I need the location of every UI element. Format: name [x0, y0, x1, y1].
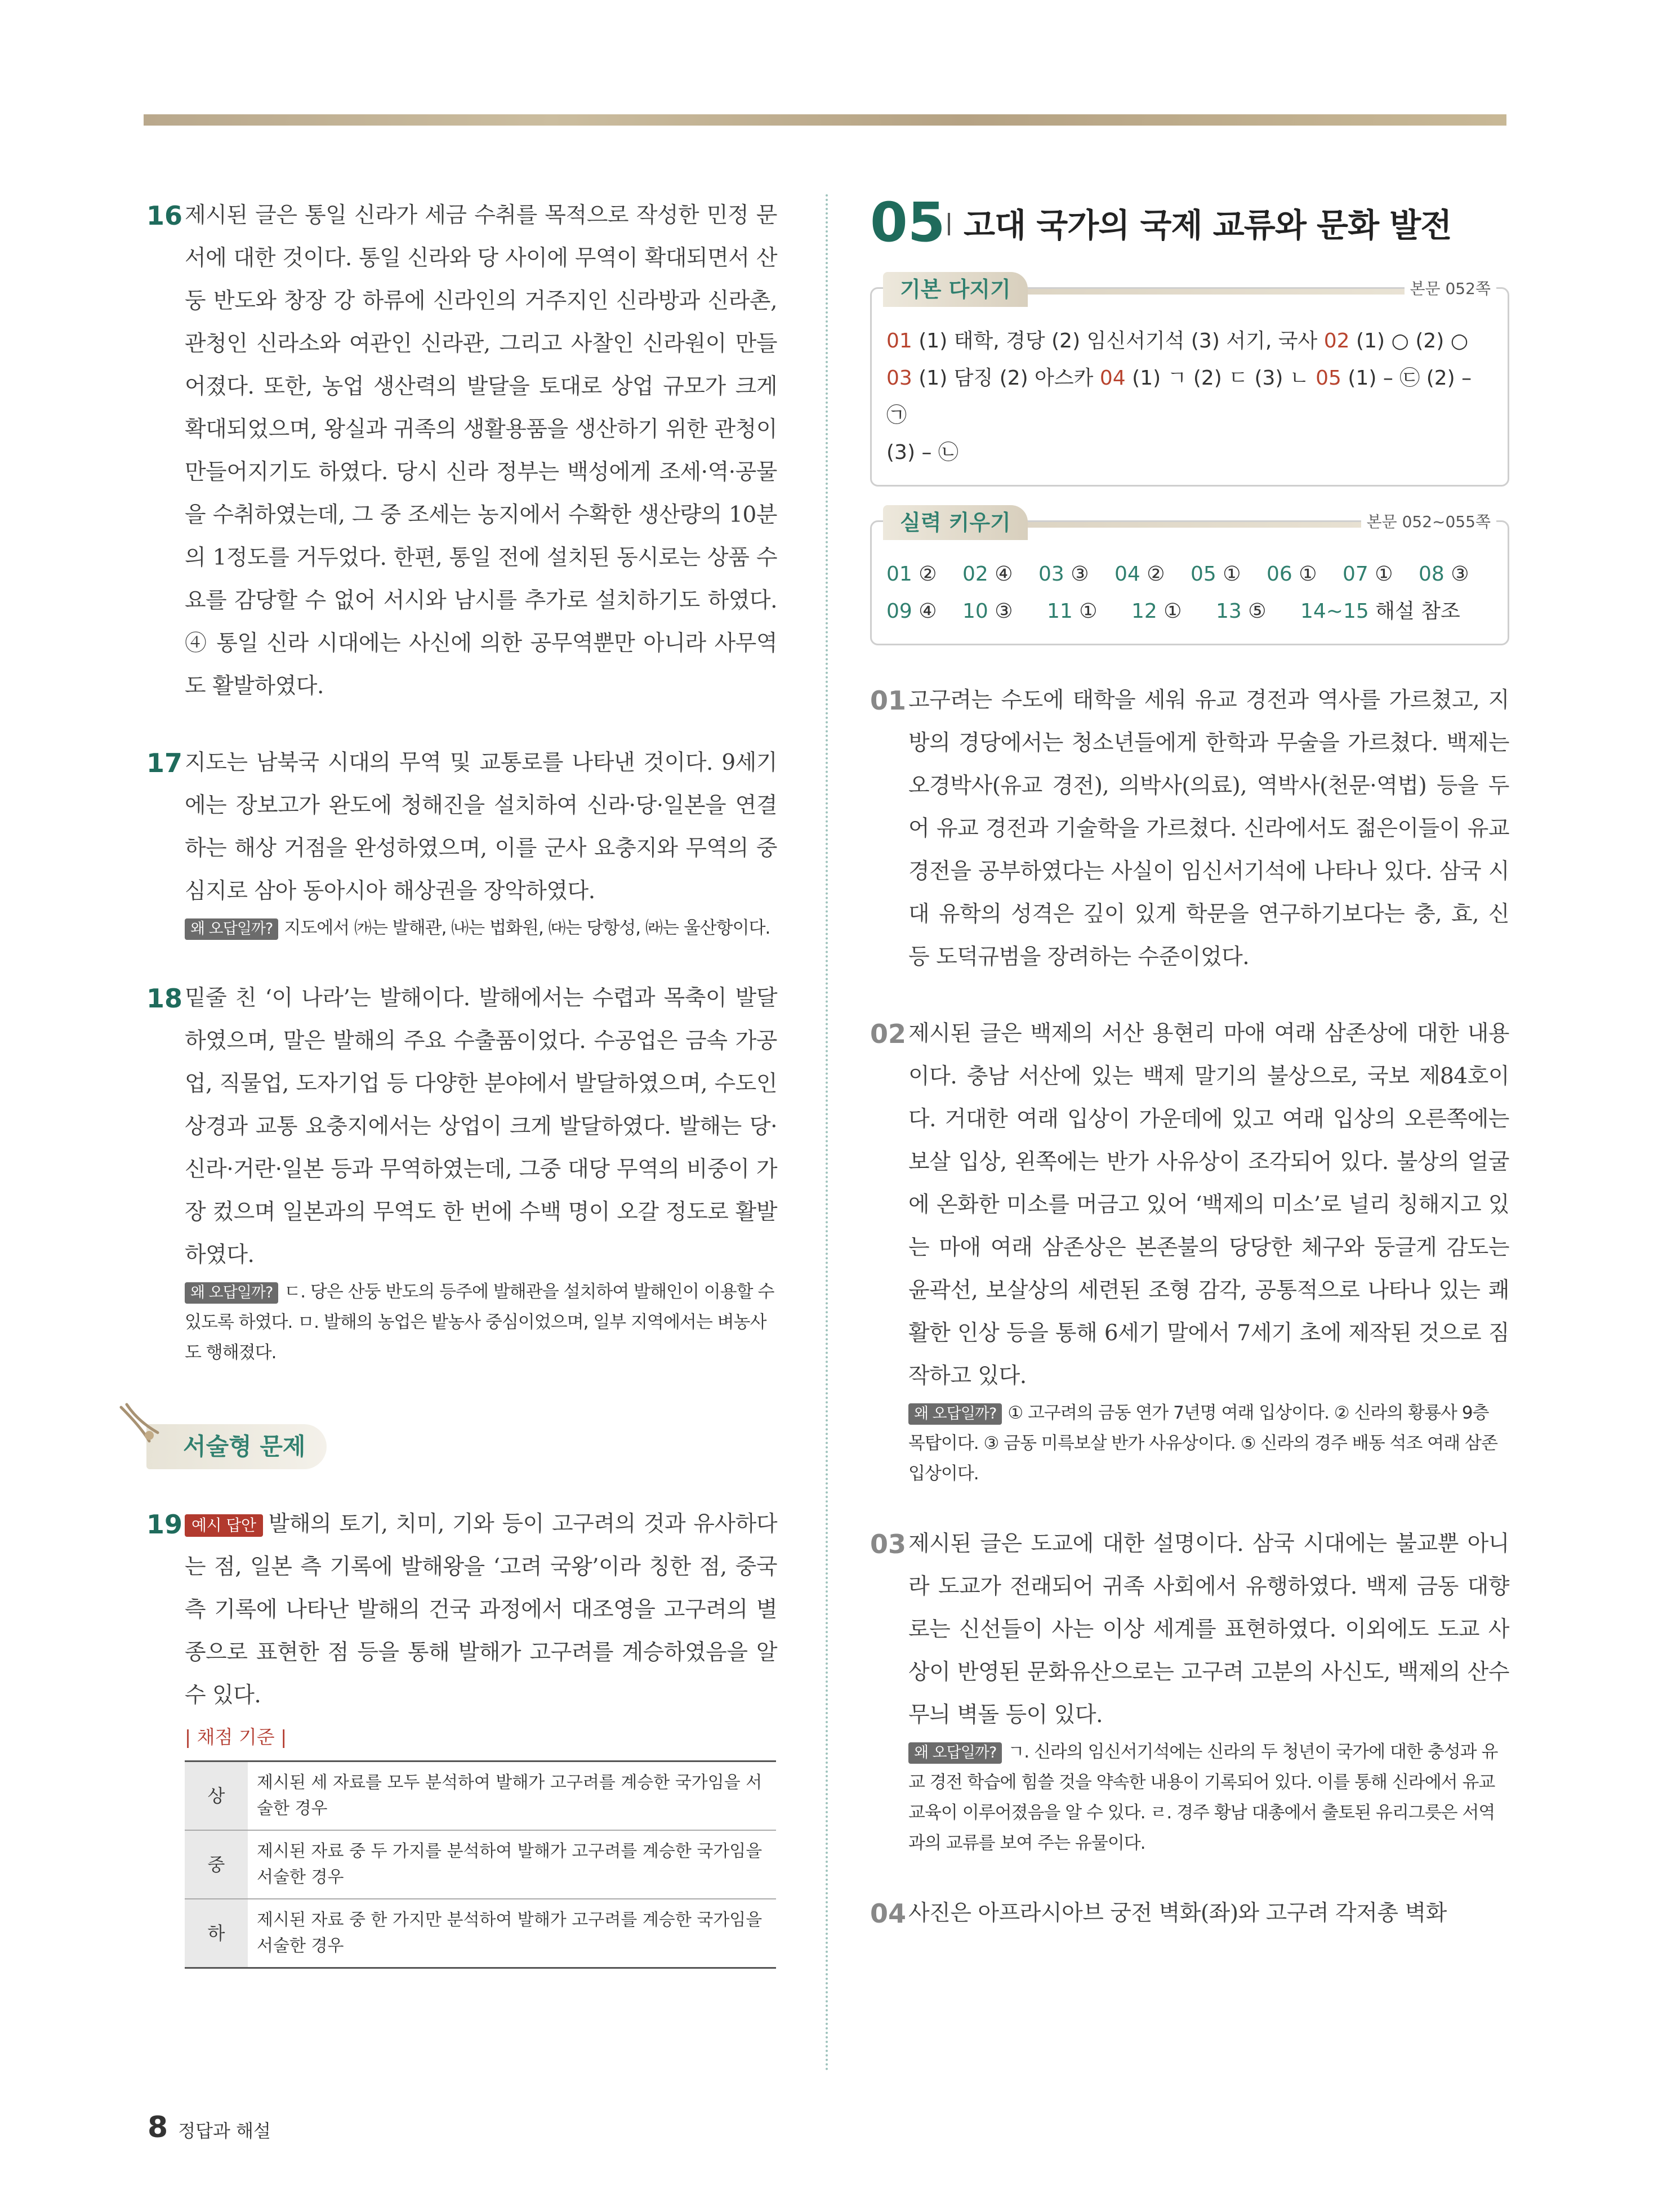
answer-item: 10 ③	[962, 600, 1013, 623]
item-answer: (1) ㄱ (2) ㄷ (3) ㄴ	[1125, 367, 1316, 390]
why-wrong-badge: 왜 오답일까?	[908, 1403, 1002, 1425]
column-divider	[826, 194, 828, 2072]
question-number: 19	[146, 1509, 183, 1540]
model-answer-text	[185, 1503, 777, 1717]
question-19	[146, 1503, 777, 1969]
answer-item: 04 ②	[1114, 563, 1165, 586]
item-number: 01	[886, 329, 912, 353]
item-number: 02	[1323, 329, 1350, 353]
question-number: 03	[870, 1529, 907, 1559]
why-wrong-badge: 왜 오답일까?	[185, 918, 278, 940]
why-wrong-note	[908, 1398, 1509, 1489]
model-answer-badge: 예시 답안	[185, 1514, 263, 1537]
question-17	[146, 742, 777, 943]
criteria-cell: 제시된 자료 중 두 가지를 분석하여 발해가 고구려를 계승한 국가임을 서술한 경우	[248, 1830, 776, 1899]
grade-cell: 중	[185, 1830, 248, 1899]
why-wrong-badge: 왜 오답일까?	[185, 1282, 278, 1304]
explanation-text: 지도는 남북국 시대의 무역 및 교통로를 나타낸 것이다. 9세기에는 장보고가 완도에 청해진을 설치하여 신라·당·일본을 연결하는 해상 거점을 완성하였으며, 이를 군사 요충지와 무역의 중심지로 삼아 동아시아 해상권을 장악하였다.	[185, 750, 777, 904]
answer-line: (3) – ㉡	[886, 441, 958, 464]
why-wrong-note	[185, 913, 777, 943]
basic-practice-box	[870, 277, 1509, 487]
left-column	[146, 194, 777, 2003]
essay-section-header	[146, 1402, 777, 1480]
box-tab: 실력 키우기	[883, 505, 1028, 540]
right-column	[870, 186, 1509, 1969]
answer-item: 06 ①	[1267, 563, 1317, 586]
answer-item: 14~15 해설 참조	[1300, 600, 1460, 623]
answer-item: 03 ③	[1038, 563, 1089, 586]
item-answer: (1) ○ (2) ○	[1349, 329, 1469, 353]
answer-line	[886, 360, 1493, 434]
chapter-number: 05	[870, 191, 946, 254]
answer-01	[870, 679, 1509, 979]
why-wrong-note	[908, 1737, 1509, 1858]
why-wrong-note	[185, 1277, 777, 1368]
why-wrong-text: ① 고구려의 금동 연가 7년명 여래 입상이다. ② 신라의 황룡사 9층 목탑이다. ③ 금동 미륵보살 반가 사유상이다. ⑤ 신라의 경주 배동 석조 여래 삼존 입상이다.	[908, 1403, 1497, 1484]
explanation-text: 제시된 글은 통일 신라가 세금 수취를 목적으로 작성한 민정 문서에 대한 것이다. 통일 신라와 당 사이에 무역이 확대되면서 산둥 반도와 창장 강 하류에 신라인의 거주지인 신라방과 신라촌, 관청인 신라소와 여관인 신라관, 그리고 사찰인 신라원이 만들어졌다. 또한, 농업 생산력의 발달을 토대로 상업 규모가 크게 확대되었으며, 왕실과 귀족의 생활용품을 생산하기 위한 관청이 만들어지기도 하였다. 당시 신라 정부는 백성에게 조세·역·공물을 수취하였는데, 그 중 조세는 농지에서 수확한 생산량의 10분의 1정도를 거두었다. 한편, 통일 전에 설치된 동시로는 상품 수요를 감당할 수 없어 서시와 남시를 추가로 설치하기도 하였다. ④ 통일 신라 시대에는 사신에 의한 공무역뿐만 아니라 사무역도 활발하였다.	[185, 203, 777, 699]
question-number: 17	[146, 748, 183, 778]
item-answer: (1) 태학, 경당 (2) 임신서기석 (3) 서기, 국사	[912, 329, 1324, 353]
table-row	[185, 1899, 776, 1968]
table-row	[185, 1761, 776, 1831]
section-label: 서술형 문제	[183, 1433, 306, 1460]
explanation-text: 밑줄 친 ‘이 나라’는 발해이다. 발해에서는 수렵과 목축이 발달하였으며, 말은 발해의 주요 수출품이었다. 수공업은 금속 가공업, 직물업, 도자기업 등 다양한 분야에서 발달하였으며, 수도인 상경과 교통 요충지에서는 상업이 크게 발달하였다. 발해는 당·신라·거란·일본 등과 무역하였는데, 그중 대당 무역의 비중이 가장 컸으며 일본과의 무역도 한 번에 수백 명이 오갈 정도로 활발하였다.	[185, 985, 777, 1268]
answer-item: 12 ①	[1131, 600, 1182, 623]
why-wrong-text: ㄷ. 당은 산둥 반도의 등주에 발해관을 설치하여 발해인이 이용할 수 있도록 하였다. ㅁ. 발해의 농업은 밭농사 중심이었으며, 일부 지역에서는 벼농사도 행해졌다.	[185, 1282, 774, 1363]
explanation-text: 제시된 글은 백제의 서산 용현리 마애 여래 삼존상에 대한 내용이다. 충남 서산에 있는 백제 말기의 불상으로, 국보 제84호이다. 거대한 여래 입상이 가운데에 있고 여래 입상의 오른쪽에는 보살 입상, 왼쪽에는 반가 사유상이 조각되어 있다. 불상의 얼굴에 온화한 미소를 머금고 있어 ‘백제의 미소’로 널리 칭해지고 있는 마애 여래 삼존상은 본존불의 당당한 체구와 둥글게 감도는 윤곽선, 보살상의 세련된 조형 감각, 공통적으로 나타나 있는 쾌활한 인상 등을 통해 6세기 말에서 7세기 초에 제작된 것으로 짐작하고 있다.	[908, 1021, 1509, 1389]
top-decorative-bar	[144, 114, 1506, 126]
answer-03	[870, 1523, 1509, 1858]
why-wrong-text: ㄱ. 신라의 임신서기석에는 신라의 두 청년이 국가에 대한 충성과 유교 경전 학습에 힘쓸 것을 약속한 내용이 기록되어 있다. 이를 통해 신라에서 유교 교육이 이루어졌음을 알 수 있다. ㄹ. 경주 황남 대총에서 출토된 유리그릇은 서역과의 교류를 보여 주는 유물이다.	[908, 1742, 1498, 1853]
criteria-cell: 제시된 자료 중 한 가지만 분석하여 발해가 고구려를 계승한 국가임을 서술한 경우	[257, 1910, 763, 1956]
answer-item: 07 ①	[1343, 563, 1393, 586]
explanation-text: 제시된 글은 도교에 대한 설명이다. 삼국 시대에는 불교뿐 아니라 도교가 전래되어 귀족 사회에서 유행하였다. 백제 금동 대향로는 신선들이 사는 이상 세계를 표현하였다. 이외에도 도교 사상이 반영된 문화유산으로는 고구려 고분의 사신도, 백제의 산수무늬 벽돌 등이 있다.	[908, 1531, 1509, 1728]
question-number: 16	[146, 200, 183, 231]
skill-answers	[886, 556, 1493, 630]
answer-02	[870, 1013, 1509, 1489]
why-wrong-text: 지도에서 ㈎는 발해관, ㈏는 법화원, ㈐는 당항성, ㈑는 울산항이다.	[284, 918, 770, 938]
answer-04	[870, 1892, 1509, 1935]
explanation-text: 사진은 아프라시아브 궁전 벽화(좌)와 고구려 각저총 벽화	[908, 1901, 1447, 1926]
answer-item: 08 ③	[1419, 563, 1469, 586]
answer-item: 09 ④	[886, 600, 937, 623]
answer-item: 13 ⑤	[1216, 600, 1267, 623]
explanation-text: 고구려는 수도에 태학을 세워 유교 경전과 역사를 가르쳤고, 지방의 경당에서는 청소년들에게 한학과 무술을 가르쳤다. 백제는 오경박사(유교 경전), 의박사(의료), 역박사(천문·역법) 등을 두어 유교 경전과 기술학을 가르쳤다. 신라에서도 젊은이들이 유교 경전을 공부하였다는 사실이 임신서기석에 나타나 있다. 삼국 시대 유학의 성격은 깊이 있게 학문을 연구하기보다는 충, 효, 신 등 도덕규범을 장려하는 수준이었다.	[908, 688, 1509, 970]
model-answer-body: 발해의 토기, 치미, 기와 등이 고구려의 것과 유사하다는 점, 일본 측 기록에 발해왕을 ‘고려 국왕’이라 칭한 점, 중국 측 기록에 나타난 발해의 건국 과정에서 대조영을 고구려의 별종으로 표현한 점 등을 통해 발해가 고구려를 계승하였음을 알 수 있다.	[185, 1511, 777, 1708]
answer-item: 01 ②	[886, 563, 937, 586]
page-reference: 본문 052쪽	[1405, 276, 1497, 299]
question-16	[146, 194, 777, 708]
question-number: 04	[870, 1898, 907, 1929]
question-number: 02	[870, 1019, 907, 1049]
answer-line	[886, 323, 1493, 360]
page-footer	[148, 2111, 271, 2144]
answer-item: 05 ①	[1191, 563, 1241, 586]
answer-item: 11 ①	[1047, 600, 1098, 623]
item-number: 05	[1316, 367, 1341, 390]
table-row	[185, 1830, 776, 1899]
question-number: 01	[870, 685, 907, 716]
chapter-divider	[948, 213, 950, 235]
answer-line	[886, 593, 1493, 630]
grading-criteria-table	[185, 1760, 776, 1969]
basic-answers	[886, 323, 1493, 471]
chapter-header	[870, 186, 1509, 265]
page-number: 8	[148, 2111, 168, 2144]
chapter-title: 고대 국가의 국제 교류와 문화 발전	[964, 206, 1452, 244]
question-number: 18	[146, 983, 183, 1014]
item-number: 03	[886, 367, 912, 390]
string-knot-icon	[115, 1402, 166, 1452]
footer-label: 정답과 해설	[178, 2120, 271, 2142]
answer-item: 02 ④	[962, 563, 1013, 586]
page-reference: 본문 052~055쪽	[1361, 510, 1496, 532]
why-wrong-badge: 왜 오답일까?	[908, 1742, 1002, 1764]
item-number: 04	[1099, 367, 1126, 390]
criteria-title: | 채점 기준 |	[185, 1726, 287, 1748]
item-answer: (1) – ㉢ (2) – ㉠	[886, 367, 1472, 427]
answer-line	[886, 556, 1493, 593]
skill-practice-box	[870, 510, 1509, 645]
question-18	[146, 977, 777, 1368]
criteria-cell: 제시된 세 자료를 모두 분석하여 발해가 고구려를 계승한 국가임을 서술한 경우	[248, 1761, 776, 1831]
grade-cell: 상	[185, 1761, 248, 1831]
item-answer: (1) 담징 (2) 아스카	[912, 367, 1100, 390]
box-tab: 기본 다지기	[883, 272, 1028, 307]
grade-cell: 하	[185, 1899, 248, 1968]
